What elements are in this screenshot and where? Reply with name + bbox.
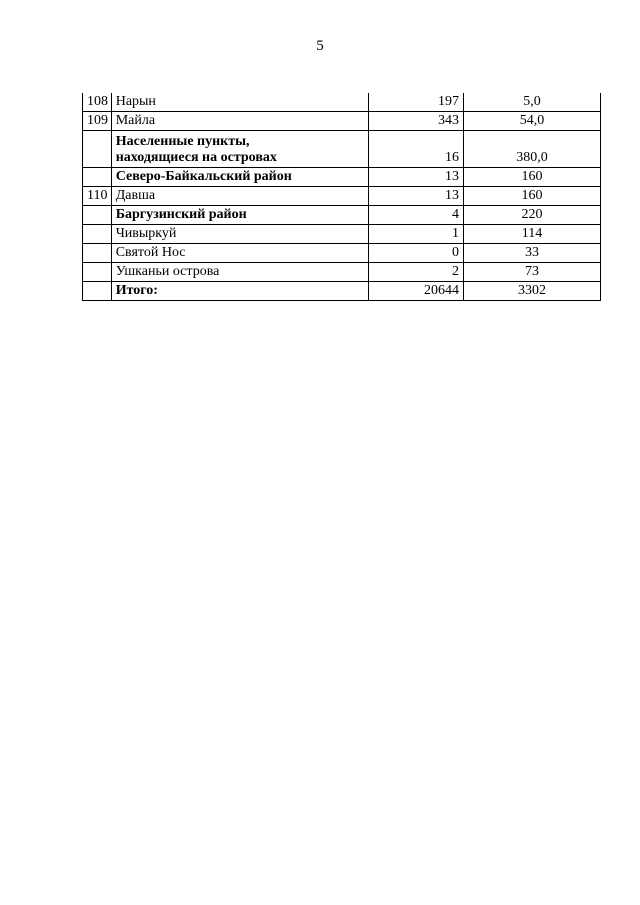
settlement-name: Нарын (111, 93, 368, 112)
distance-value: 160 (464, 168, 601, 187)
table-row (83, 263, 601, 282)
distance-value: 220 (464, 206, 601, 225)
table-row (83, 131, 601, 168)
population-value: 1 (369, 225, 464, 244)
section-heading-line: Населенные пункты, (115, 134, 250, 149)
population-value: 343 (369, 112, 464, 131)
row-number: 110 (83, 187, 112, 206)
population-value: 16 (369, 131, 464, 168)
settlement-name: Давша (111, 187, 368, 206)
population-value: 13 (369, 168, 464, 187)
row-number (83, 282, 112, 301)
settlement-name: Майла (111, 112, 368, 131)
table-row (83, 206, 601, 225)
distance-value: 54,0 (464, 112, 601, 131)
population-value: 2 (369, 263, 464, 282)
table-row (83, 244, 601, 263)
table-row (83, 112, 601, 131)
table-row (83, 168, 601, 187)
row-number: 109 (83, 112, 112, 131)
section-heading-line: находящиеся на островах (115, 150, 277, 165)
total-row (83, 282, 601, 301)
row-number (83, 244, 112, 263)
row-number (83, 263, 112, 282)
distance-value: 5,0 (464, 93, 601, 112)
settlement-name: Святой Нос (111, 244, 368, 263)
population-value: 13 (369, 187, 464, 206)
settlement-name: Ушканьи острова (111, 263, 368, 282)
settlements-table (82, 93, 601, 301)
population-value: 0 (369, 244, 464, 263)
table-row (83, 187, 601, 206)
row-number (83, 206, 112, 225)
distance-value: 73 (464, 263, 601, 282)
total-label: Итого: (111, 282, 368, 301)
row-number (83, 225, 112, 244)
row-number (83, 168, 112, 187)
distance-value: 160 (464, 187, 601, 206)
settlement-name: Чивыркуй (111, 225, 368, 244)
row-number (83, 131, 112, 168)
section-heading (111, 131, 368, 168)
distance-value: 380,0 (464, 131, 601, 168)
district-name: Северо-Байкальский район (111, 168, 368, 187)
total-population-value: 20644 (369, 282, 464, 301)
table-row (83, 93, 601, 112)
total-distance-value: 3302 (464, 282, 601, 301)
table-row (83, 225, 601, 244)
distance-value: 114 (464, 225, 601, 244)
population-value: 197 (369, 93, 464, 112)
population-value: 4 (369, 206, 464, 225)
row-number: 108 (83, 93, 112, 112)
district-name: Баргузинский район (111, 206, 368, 225)
page-number: 5 (316, 38, 324, 54)
distance-value: 33 (464, 244, 601, 263)
